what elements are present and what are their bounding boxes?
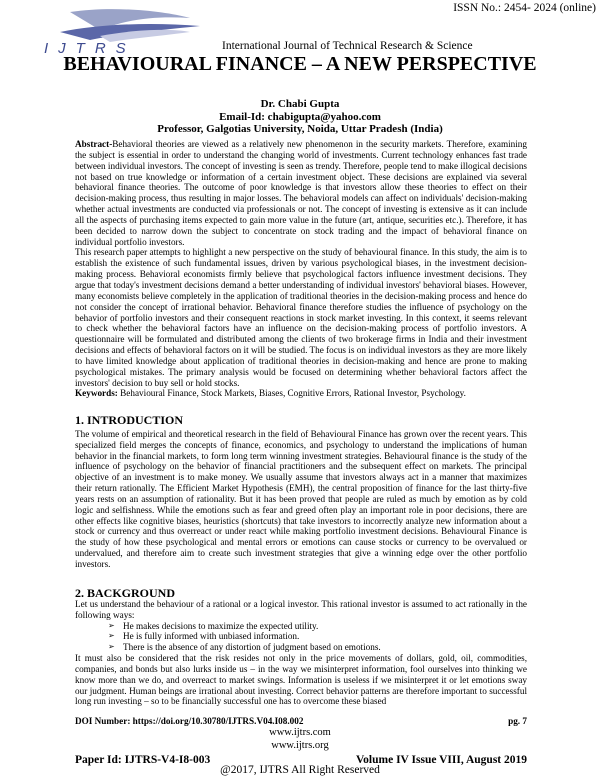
background-text: It must also be considered that the risk resides not only in the price movements of dollars, gold, oil, commodities, companies, and bonds but also lurks inside us – in the way we misinterpret information, fool ourselves into thinking we know more than we do, and overreact to market swings. Information is useless if we misinterpret it or let emotions sway our judgment. Human beings are irrational about investing. Correct behavior patterns are therefore important to successful long run investing – so to be financially successful one has to overcome these biased <box>75 653 527 707</box>
introduction-section <box>75 415 527 570</box>
page-number: pg. 7 <box>508 716 527 726</box>
keywords-line <box>75 388 527 399</box>
abstract-paragraph-1 <box>75 139 527 247</box>
list-item: ➢ He makes decisions to maximize the expected utility. <box>75 621 527 632</box>
background-section <box>75 588 527 707</box>
abstract-label: Abstract- <box>75 139 113 149</box>
author-email: Email-Id: chabigupta@yahoo.com <box>219 110 381 123</box>
website-link-org[interactable]: www.ijtrs.org <box>271 740 329 751</box>
copyright-notice: @2017, IJTRS All Right Reserved <box>220 764 380 776</box>
list-item: ➢ There is the absence of any distortion of judgment based on emotions. <box>75 642 527 653</box>
paper-id: Paper Id: IJTRS-V4-I8-003 <box>75 754 211 766</box>
abstract-text-1: Behavioral theories are viewed as a relatively new phenomenon in the security markets. Therefore, examining the subject is essential in order to understand the changing world of investments. Current technology enhances fast trade between individual investors. The concept of investing is seen as trendy. Therefore, people tend to make illogical decisions not based on true knowledge or information of a certain investment object. These decisions are explained via several behavioral finance theories. The outcome of poor knowledge is that investors allow these theories to effect on their decision-making process, thus resulting in major losses. The behavioral models can affect on individuals' decision-making whether actual investments are conducted via professionals or not. The concept of investing is extensive as it can include all the aspects of purchasing items expected to gain more value in the future (art, antique, securities etc.). Therefore, it has been decided to narrow down the subject to concentrate on stock trading and the impact of behavioral finance on individual portfolio investors. <box>75 139 527 247</box>
paper-title: BEHAVIOURAL FINANCE – A NEW PERSPECTIVE <box>63 53 537 75</box>
issn-number: ISSN No.: 2454- 2024 (online) <box>453 2 596 14</box>
website-link-com[interactable]: www.ijtrs.com <box>269 727 331 738</box>
logo-text: IJTRS <box>44 40 136 57</box>
abstract-paragraph-2: This research paper attempts to highlight a new perspective on the study of behavioural finance. In this study, the aim is to establish the existence of such fundamental issues, driven by various psychological biases, in the investment decision-making process. Behavioral economists firmly believe that psychological factors influence investment decisions. They argue that today's investment decisions demand a better understanding of individual investors' behavioral biases. However, many economists believe completely in the application of traditional theories in the decision-making process and hence do not consider the concept of irrational behavior. Behavioral finance therefore studies the influence of psychology on the behavior of portfolio investors and their consequent reactions in stock market investing. In this context, it seems relevant to check whether the behavioral factors have an influence on the decision-making process of portfolio investors. A questionnaire will be formulated and distributed among the clients of two brokerage firms in India and their investment decisions and effects of behavioral factors on it will be studied. The focus is on individual investors as they are more likely to have limited knowledge about application of traditional theories in decision-making and hence are prone to making psychological mistakes. The primary analysis would be focused on determining whether behavioral factors affect the investors' decision to buy sell or hold stocks. <box>75 247 527 388</box>
background-intro: Let us understand the behaviour of a rational or a logical investor. This rational investor is assumed to act rationally in the following ways: <box>75 598 527 620</box>
author-block <box>0 98 600 136</box>
journal-name: International Journal of Technical Research & Science <box>222 40 473 52</box>
keywords-label: Keywords: <box>75 388 118 399</box>
author-name: Dr. Chabi Gupta <box>260 98 340 110</box>
introduction-text: The volume of empirical and theoretical research in the field of Behavioural Finance has grown over the recent years. This specialized field merges the concepts of finance, economics, and psychology to understand the implications of human behavior in the financial markets, to form long term winning investment strategies. Behavioural finance is the study of the influence of psychology on the behavior of financial practitioners and the subsequent effect on markets. The principal objective of an investment is to make money. We usually assume that investors always act in a manner that maximizes their return rationally. The Efficient Market Hypothesis (EMH), the central proposition of finance for the last thirty-five years rests on an assumption of rationality. But it has been proved that people are ruled as much by emotion as by cold logic and selfishness. While the emotions such as fear and greed often play an important role in poor decisions, there are other effects like cognitive biases, heuristics (shortcuts) that take investors to incorrectly analyze new information about a stock or currency and thus overreact or under react while making portfolio investment decisions. Behavioural Finance is the study of how these psychological and mental errors or emotions can cause stocks or currency to be overvalued or undervalued, and therefore aim to create such investment strategies that give a winning edge over the other portfolio investors. <box>75 428 527 569</box>
list-item: ➢ He is fully informed with unbiased information. <box>75 631 527 642</box>
doi-link[interactable]: DOI Number: https://doi.org/10.30780/IJTRS.V04.I08.002 <box>75 716 304 726</box>
introduction-heading: 1. INTRODUCTION <box>75 413 184 427</box>
rational-investor-list <box>75 621 527 654</box>
keywords-text: Behavioural Finance, Stock Markets, Biases, Cognitive Errors, Rational Investor, Psychology. <box>117 388 466 399</box>
author-affiliation: Professor, Galgotias University, Noida, Uttar Pradesh (India) <box>157 123 443 135</box>
volume-issue: Volume IV Issue VIII, August 2019 <box>355 754 527 766</box>
background-heading: 2. BACKGROUND <box>75 586 176 600</box>
abstract-section <box>75 139 527 399</box>
